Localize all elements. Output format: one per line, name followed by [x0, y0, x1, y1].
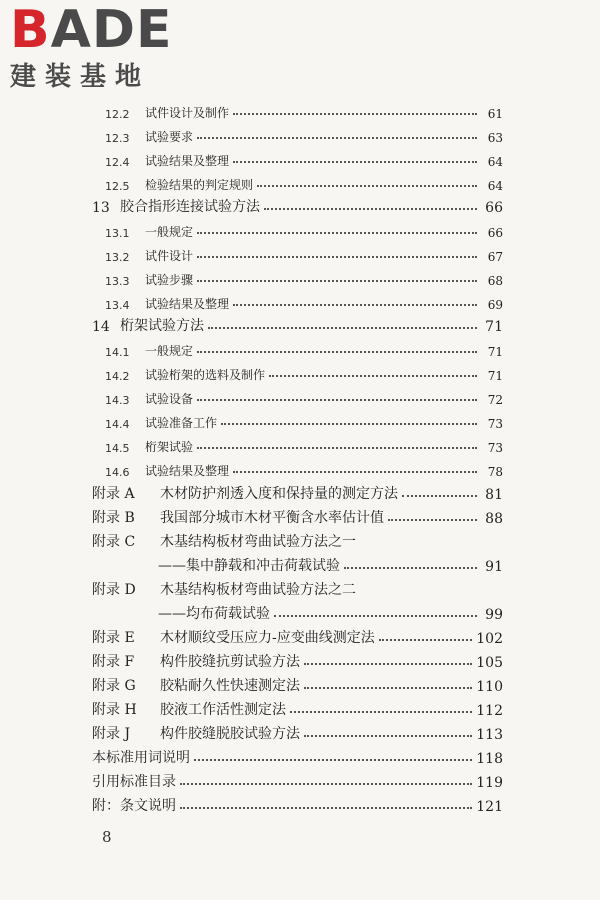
toc-entry-number: 附录 H — [92, 702, 137, 718]
toc-entry-number: 14.6 — [105, 466, 130, 479]
toc-leader-dots — [290, 711, 472, 713]
toc-entry-page: 71 — [487, 369, 503, 383]
toc-entry-number: 附录 F — [92, 654, 135, 670]
toc-entry[interactable] — [105, 337, 503, 359]
toc-leader-dots — [402, 495, 477, 497]
toc-leader-dots — [180, 807, 472, 809]
toc-entry-title: 桁架试验方法 — [120, 318, 204, 334]
toc-entry-number: 13.1 — [105, 227, 130, 240]
toc-entry[interactable] — [105, 266, 503, 288]
toc-entry-title: 我国部分城市木材平衡含水率估计值 — [160, 510, 384, 526]
toc-entry-title: 试件设计及制作 — [145, 106, 230, 120]
toc-entry-number: 附录 G — [92, 678, 136, 694]
toc-leader-dots — [274, 615, 477, 617]
toc-entry[interactable] — [92, 745, 503, 767]
toc-appendix-entry[interactable] — [92, 577, 503, 599]
toc-appendix-entry[interactable] — [92, 697, 503, 719]
toc-entry-title: ——均布荷载试验 — [158, 606, 270, 622]
toc-entry-number: 12.2 — [105, 108, 130, 121]
toc-leader-dots — [180, 783, 472, 785]
toc-entry-title: 试验结果及整理 — [145, 297, 230, 311]
toc-entry-page: 78 — [487, 465, 503, 479]
toc-entry-page: 61 — [487, 107, 503, 121]
toc-leader-dots — [264, 208, 477, 210]
toc-entry-page: 72 — [487, 393, 503, 407]
toc-leader-dots — [304, 687, 472, 689]
toc-entry-page: 73 — [487, 417, 503, 431]
page-number: 8 — [102, 828, 112, 846]
toc-entry-title: 构件胶缝抗剪试验方法 — [160, 654, 300, 670]
toc-entry-number: 14 — [92, 319, 110, 335]
toc-entry-title: 本标准用词说明 — [92, 750, 190, 766]
toc-entry-number: 12.3 — [105, 132, 130, 145]
toc-entry-title: 构件胶缝脱胶试验方法 — [160, 726, 300, 742]
toc-entry[interactable] — [92, 769, 503, 791]
toc-entry[interactable] — [105, 123, 503, 145]
toc-entry-page: 63 — [487, 131, 503, 145]
toc-entry-page: 71 — [487, 345, 503, 359]
toc-entry[interactable] — [105, 385, 503, 407]
toc-entry-page: 64 — [487, 179, 503, 193]
toc-leader-dots — [197, 280, 477, 282]
toc-entry-title: 试件设计 — [145, 249, 194, 263]
toc-entry-page: 64 — [487, 155, 503, 169]
toc-entry-page: 66 — [485, 200, 503, 216]
toc-entry-number: 附录 J — [92, 726, 131, 742]
toc-entry-number: 14.5 — [105, 442, 130, 455]
toc-entry[interactable] — [105, 457, 503, 479]
toc-entry-title: 木基结构板材弯曲试验方法之一 — [160, 534, 356, 550]
toc-leader-dots — [388, 519, 477, 521]
toc-entry-page: 112 — [476, 703, 503, 719]
toc-leader-dots — [269, 375, 477, 377]
toc-entry-number: 附录 D — [92, 582, 136, 598]
toc-entry[interactable] — [105, 361, 503, 383]
toc-chapter-entry[interactable] — [92, 313, 503, 335]
toc-entry-number: 12.4 — [105, 156, 130, 169]
toc-entry-number: 附录 A — [92, 486, 135, 502]
toc-entry[interactable] — [105, 147, 503, 169]
toc-entry-title: 试验结果及整理 — [145, 154, 230, 168]
toc-entry-page: 71 — [485, 319, 503, 335]
toc-entry-title: 一般规定 — [145, 225, 194, 239]
toc-entry-title: 木材防护剂透入度和保持量的测定方法 — [160, 486, 398, 502]
toc-leader-dots — [197, 232, 477, 234]
toc-continuation-entry[interactable] — [158, 601, 503, 623]
bade-logo — [10, 0, 180, 94]
logo-wordmark — [10, 0, 173, 60]
toc-entry-number: 12.5 — [105, 180, 130, 193]
toc-entry-page: 91 — [485, 559, 503, 575]
toc-leader-dots — [197, 399, 477, 401]
toc-leader-dots — [197, 351, 477, 353]
toc-entry-number: 14.1 — [105, 346, 130, 359]
toc-entry-number: 13 — [92, 200, 110, 216]
toc-entry-page: 81 — [485, 487, 503, 503]
toc-leader-dots — [194, 759, 472, 761]
toc-appendix-entry[interactable] — [92, 649, 503, 671]
toc-entry-number: 14.3 — [105, 394, 130, 407]
toc-entry-page: 110 — [476, 679, 503, 695]
toc-entry-number: 附录 B — [92, 510, 135, 526]
toc-leader-dots — [197, 256, 477, 258]
toc-entry-page: 66 — [487, 226, 503, 240]
toc-leader-dots — [233, 113, 477, 115]
toc-leader-dots — [304, 663, 472, 665]
toc-entry-page: 105 — [476, 655, 503, 671]
toc-entry-title: 胶合指形连接试验方法 — [120, 199, 260, 215]
toc-appendix-entry[interactable] — [92, 721, 503, 743]
toc-entry-title: 引用标准目录 — [92, 774, 176, 790]
toc-entry-number: 附录 C — [92, 534, 136, 550]
toc-appendix-entry[interactable] — [92, 481, 503, 503]
toc-entry-page: 69 — [487, 298, 503, 312]
toc-leader-dots — [208, 327, 477, 329]
toc-entry[interactable] — [105, 433, 503, 455]
toc-chapter-entry[interactable] — [92, 194, 503, 216]
toc-continuation-entry[interactable] — [158, 553, 503, 575]
toc-entry-page: 67 — [487, 250, 503, 264]
toc-entry-title: 木材顺纹受压应力-应变曲线测定法 — [160, 630, 375, 646]
toc-entry-page: 73 — [487, 441, 503, 455]
toc-appendix-entry[interactable] — [92, 625, 503, 647]
toc-leader-dots — [233, 161, 477, 163]
toc-entry-page: 113 — [476, 727, 503, 743]
toc-entry-title: 胶粘耐久性快速测定法 — [160, 678, 300, 694]
toc-entry[interactable] — [92, 793, 503, 815]
logo-wordmark-accent: B — [10, 0, 51, 60]
toc-entry-title: 木基结构板材弯曲试验方法之二 — [160, 582, 356, 598]
toc-entry-page: 102 — [476, 631, 503, 647]
toc-leader-dots — [233, 304, 477, 306]
toc-leader-dots — [197, 137, 477, 139]
toc-entry-title: 一般规定 — [145, 344, 194, 358]
toc-leader-dots — [257, 185, 477, 187]
toc-entry[interactable] — [105, 409, 503, 431]
toc-entry-title: 试验准备工作 — [145, 416, 218, 430]
toc-entry[interactable] — [105, 171, 503, 193]
toc-entry-page: 99 — [485, 607, 503, 623]
toc-entry-title: 附：条文说明 — [92, 798, 176, 814]
toc-leader-dots — [233, 471, 477, 473]
toc-entry-number: 14.2 — [105, 370, 130, 383]
toc-leader-dots — [197, 447, 477, 449]
toc-entry[interactable] — [105, 242, 503, 264]
toc-entry-title: 试验步骤 — [145, 273, 194, 287]
toc-leader-dots — [379, 639, 473, 641]
toc-entry-title: ——集中静载和冲击荷载试验 — [158, 558, 340, 574]
toc-entry-number: 13.4 — [105, 299, 130, 312]
toc-entry-title: 试验要求 — [145, 130, 194, 144]
toc-entry-number: 14.4 — [105, 418, 130, 431]
toc-entry-title: 胶液工作活性测定法 — [160, 702, 286, 718]
toc-entry-title: 试验设备 — [145, 392, 194, 406]
toc-entry-page: 121 — [476, 799, 503, 815]
toc-entry-title: 试验桁架的选料及制作 — [145, 368, 266, 382]
toc-entry-page: 119 — [476, 775, 503, 791]
toc-entry-title: 桁架试验 — [145, 440, 194, 454]
toc-entry-page: 68 — [487, 274, 503, 288]
toc-entry-number: 13.3 — [105, 275, 130, 288]
toc-entry[interactable] — [105, 99, 503, 121]
toc-entry-number: 13.2 — [105, 251, 130, 264]
toc-entry[interactable] — [105, 218, 503, 240]
logo-wordmark-rest: ADE — [50, 0, 173, 60]
toc-appendix-entry[interactable] — [92, 505, 503, 527]
toc-entry-number: 附录 E — [92, 630, 135, 646]
logo-subtitle: 建装基地 — [10, 62, 151, 92]
toc-leader-dots — [304, 735, 472, 737]
toc-leader-dots — [221, 423, 477, 425]
toc-entry-page: 118 — [476, 751, 503, 767]
toc-entry-title: 试验结果及整理 — [145, 464, 230, 478]
toc-entry-page: 88 — [485, 511, 503, 527]
toc-entry-title: 检验结果的判定规则 — [145, 178, 254, 192]
toc-appendix-entry[interactable] — [92, 529, 503, 551]
toc-leader-dots — [344, 567, 477, 569]
toc-entry[interactable] — [105, 290, 503, 312]
toc-appendix-entry[interactable] — [92, 673, 503, 695]
